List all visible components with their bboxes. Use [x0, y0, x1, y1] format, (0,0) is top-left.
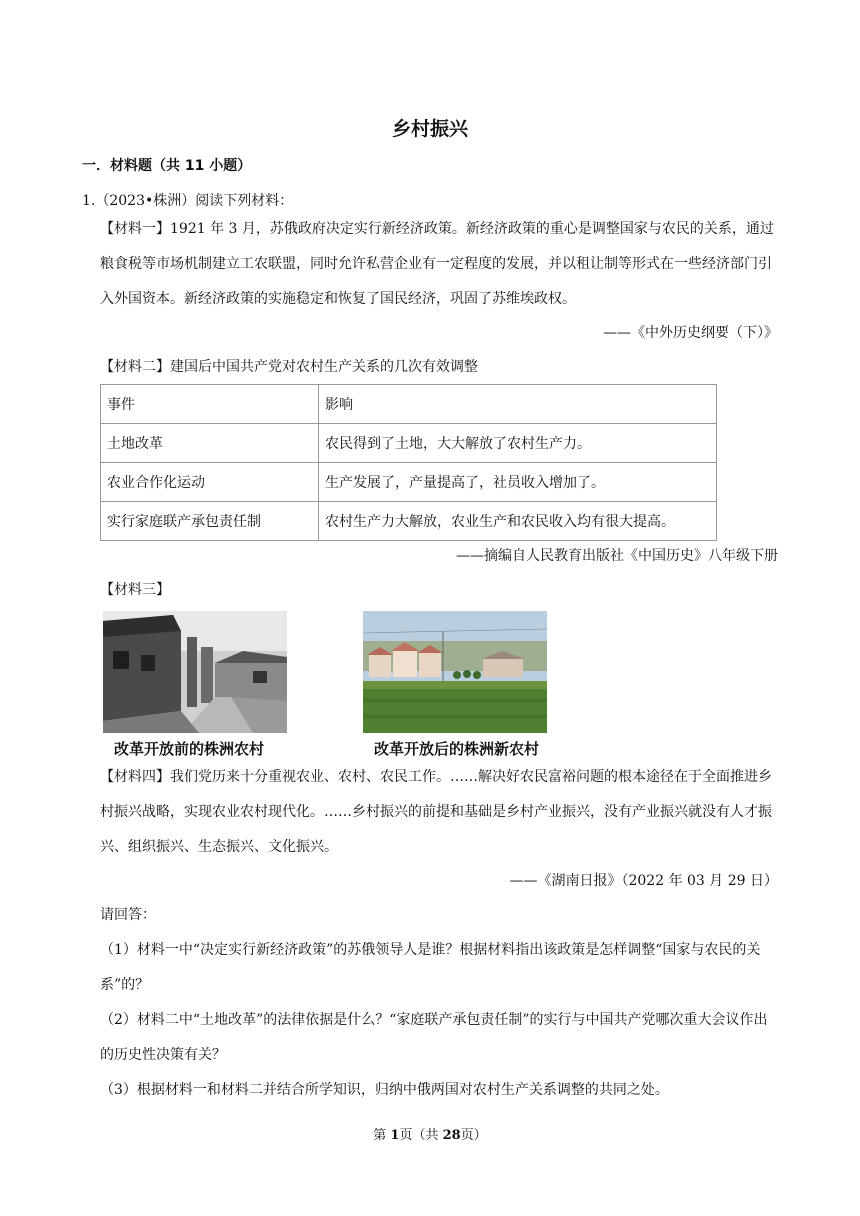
- material3-heading: 【材料三】: [100, 582, 170, 598]
- material4-source: ——《湖南日报》（2022 年 03 月 29 日）: [509, 873, 778, 889]
- page-footer: [0, 1124, 860, 1143]
- question-intro: 1.（2023•株洲）阅读下列材料：: [82, 193, 294, 209]
- table-cell: 土地改革: [101, 424, 319, 463]
- material2-table: [100, 384, 717, 541]
- material2-heading: 【材料二】建国后中国共产党对农村生产关系的几次有效调整: [100, 359, 478, 375]
- table-row: [101, 502, 717, 541]
- footer-suffix: 页）: [460, 1128, 487, 1143]
- table-cell: 农村生产力大解放，农业生产和农民收入均有很大提高。: [319, 502, 717, 541]
- table-row: [101, 463, 717, 502]
- footer-prefix: 第: [373, 1128, 391, 1143]
- material4-text: 【材料四】我们党历来十分重视农业、农村、农民工作。……解决好农民富裕问题的根本途径在于全面推进乡村振兴战略，实现农业农村现代化。……乡村振兴的前提和基础是乡村产业振兴，没有产业振兴就没有人才振兴、组织振兴、生态振兴、文化振兴。: [100, 769, 772, 855]
- new-village-photo: [363, 611, 547, 733]
- footer-total-pages: 28: [442, 1128, 461, 1143]
- old-village-photo: [103, 611, 287, 733]
- new-village-caption: 改革开放后的株洲新农村: [374, 740, 540, 758]
- material1-text: 【材料一】1921 年 3 月，苏俄政府决定实行新经济政策。新经济政策的重心是调整国家与农民的关系，通过粮食税等市场机制建立工农联盟，同时允许私营企业有一定程度的发展，并以租让制等形式在一些经济部门引入外国资本。新经济政策的实施稳定和恢复了国民经济，巩固了苏维埃政权。: [100, 221, 774, 307]
- material2-source: ——摘编自人民教育出版社《中国历史》八年级下册: [456, 548, 778, 564]
- table-header-row: [101, 385, 717, 424]
- old-village-caption: 改革开放前的株洲农村: [114, 740, 265, 758]
- table-cell: 农民得到了土地，大大解放了农村生产力。: [319, 424, 717, 463]
- question-2: （2）材料二中“土地改革”的法律依据是什么？“家庭联产承包责任制”的实行与中国共产党哪次重大会议作出的历史性决策有关？: [100, 1012, 768, 1063]
- table-header-cell: 影响: [319, 385, 717, 424]
- footer-page-number: 1: [390, 1128, 400, 1143]
- footer-middle: 页（共: [399, 1128, 443, 1143]
- material1-source: ——《中外历史纲要（下）》: [603, 325, 778, 341]
- page-title: 乡村振兴: [391, 118, 468, 140]
- question-1: （1）材料一中“决定实行新经济政策”的苏俄领导人是谁？根据材料指出该政策是怎样调整“国家与农民的关系”的？: [100, 942, 761, 993]
- answer-prompt: 请回答：: [100, 907, 156, 923]
- table-header-cell: 事件: [101, 385, 319, 424]
- table-cell: 生产发展了，产量提高了，社员收入增加了。: [319, 463, 717, 502]
- table-row: [101, 424, 717, 463]
- table-cell: 农业合作化运动: [101, 463, 319, 502]
- section-heading: 一．材料题（共 11 小题）: [82, 158, 252, 174]
- question-3: （3）根据材料一和材料二并结合所学知识，归纳中俄两国对农村生产关系调整的共同之处。: [100, 1082, 669, 1098]
- table-cell: 实行家庭联产承包责任制: [101, 502, 319, 541]
